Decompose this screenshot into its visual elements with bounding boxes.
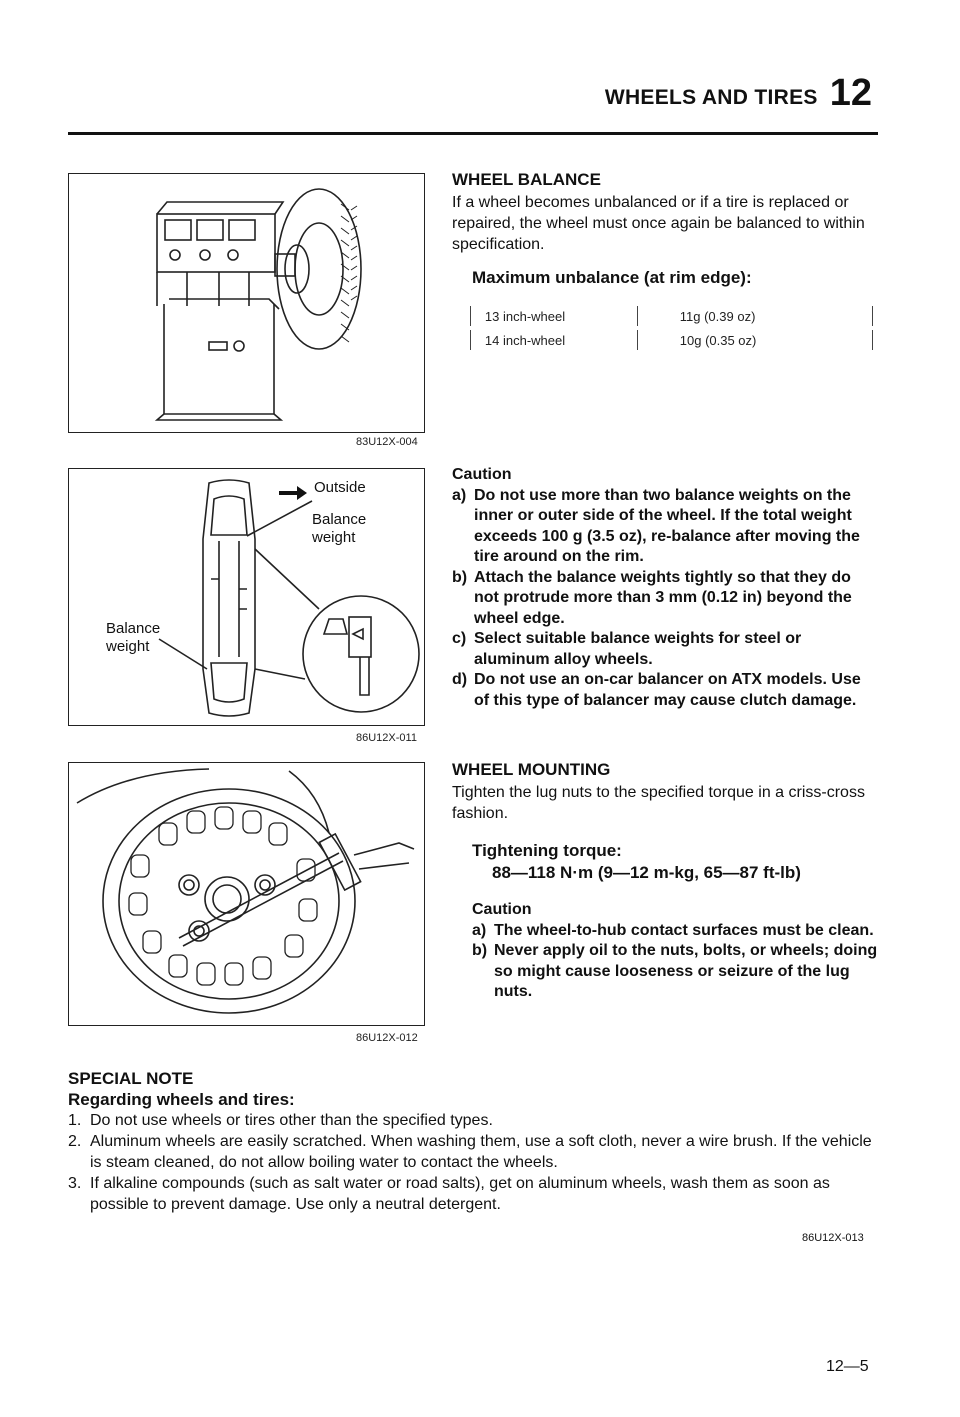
list-text: Do not use more than two balance weights on the inner or outer side of the wheel. If the total weight exceeds 100 g (3.5 oz), re-balance after moving the tire around on the rim. — [474, 486, 860, 565]
header-rule — [68, 132, 878, 135]
wheel-mounting-body: Tighten the lug nuts to the specified torque in a criss-cross fashion. — [452, 784, 865, 822]
section-number: 12 — [829, 72, 872, 114]
list-text: If alkaline compounds (such as salt water or road salts), get on aluminum wheels, wash them as soon as possible to prevent damage. Use only a neutral detergent. — [90, 1175, 830, 1213]
special-note-subtitle: Regarding wheels and tires: — [68, 1090, 295, 1109]
wheel-balance-section — [452, 170, 880, 255]
list-text: Select suitable balance weights for steel or aluminum alloy wheels. — [474, 630, 802, 668]
list-text: Do not use wheels or tires other than the specified types. — [90, 1112, 493, 1129]
figure-wheel-mounting — [68, 762, 425, 1026]
list-marker: b) — [452, 568, 468, 586]
balance-weight-illustration — [69, 469, 424, 725]
list-item — [452, 568, 880, 630]
list-marker: 2. — [68, 1133, 82, 1150]
caution-list — [452, 486, 880, 712]
special-note-title: SPECIAL NOTE — [68, 1069, 194, 1088]
figure-wheel-balancer — [68, 173, 425, 433]
list-text: Do not use an on-car balancer on ATX models. Use of this type of balancer may cause clutch damage. — [474, 671, 861, 709]
list-text: Attach the balance weights tightly so that they do not protrude more than 3 mm (0.12 in) beyond the wheel edge. — [474, 568, 852, 627]
list-marker: a) — [472, 921, 487, 939]
list-text: The wheel-to-hub contact surfaces must be clean. — [494, 921, 874, 939]
caution-title: Caution — [472, 901, 532, 918]
wheel-balance-body: If a wheel becomes unbalanced or if a tire is replaced or repaired, the wheel must once again be balanced to within specification. — [452, 194, 865, 253]
list-marker: d) — [452, 671, 468, 688]
spec-wheel: 13 inch-wheel — [484, 308, 566, 324]
special-note-list — [68, 1110, 883, 1215]
figure-code-1: 83U12X-004 — [356, 436, 418, 448]
list-item — [472, 941, 880, 1003]
section-title: WHEELS AND TIRES — [604, 86, 818, 109]
wheel-mounting-heading: WHEEL MOUNTING — [452, 760, 611, 779]
torque-title: Tightening torque: — [472, 841, 622, 860]
spec-value: 10g (0.35 oz) — [679, 332, 757, 348]
label-balance-weight-top: Balance weight — [312, 511, 367, 546]
figure-code-2: 86U12X-011 — [356, 732, 417, 744]
tightening-torque — [472, 840, 801, 884]
caution-title: Caution — [452, 466, 512, 483]
max-unbalance-title: Maximum unbalance (at rim edge): — [472, 268, 752, 287]
wheel-mounting-section — [452, 760, 880, 824]
label-outside: Outside — [314, 479, 366, 496]
list-item — [472, 921, 880, 942]
wheel-balance-caution — [452, 465, 880, 711]
spec-row — [470, 328, 875, 352]
wheel-mounting-caution — [472, 900, 880, 1003]
special-note — [68, 1068, 883, 1215]
list-marker: 3. — [68, 1175, 82, 1192]
spec-wheel: 14 inch-wheel — [484, 332, 566, 348]
list-item — [68, 1131, 883, 1173]
list-marker: a) — [452, 486, 467, 504]
list-item — [68, 1110, 883, 1131]
list-marker: b) — [472, 942, 488, 959]
list-marker: c) — [452, 630, 467, 647]
list-item — [452, 486, 880, 568]
torque-value: 88—118 N·m (9—12 m-kg, 65—87 ft-lb) — [492, 863, 801, 882]
figure-code-3: 86U12X-012 — [356, 1032, 418, 1044]
label-balance-weight-left: Balance weight — [106, 620, 161, 655]
wheel-mounting-illustration — [69, 763, 424, 1025]
list-text: Never apply oil to the nuts, bolts, or wheels; doing so might cause looseness or seizure of the lug nuts. — [494, 942, 878, 1000]
list-text: Aluminum wheels are easily scratched. When washing them, use a soft cloth, never a wire brush. If the vehicle is steam cleaned, do not allow boiling water to contact the wheels. — [90, 1133, 872, 1171]
list-item — [68, 1173, 883, 1215]
max-unbalance-table — [470, 304, 875, 352]
wheel-balancer-illustration — [69, 174, 424, 432]
list-item — [452, 670, 880, 711]
wheel-balance-heading: WHEEL BALANCE — [452, 170, 601, 189]
list-item — [452, 629, 880, 670]
page-number: 12—5 — [826, 1358, 869, 1375]
spec-row — [470, 304, 875, 328]
page-header — [604, 72, 872, 114]
caution-list — [472, 921, 880, 1003]
list-marker: 1. — [68, 1112, 82, 1129]
spec-value: 11g (0.39 oz) — [679, 308, 756, 324]
special-note-code: 86U12X-013 — [802, 1232, 864, 1244]
figure-balance-weight — [68, 468, 425, 726]
